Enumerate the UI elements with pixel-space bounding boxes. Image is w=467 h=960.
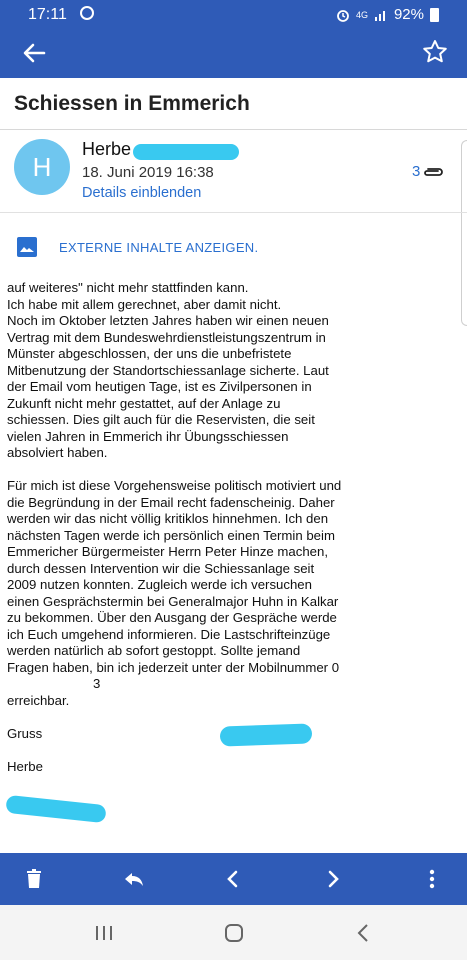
body-text: 3 xyxy=(93,676,101,691)
redaction-mark xyxy=(220,723,313,746)
arrow-left-icon[interactable] xyxy=(20,39,48,67)
greeting: Gruss xyxy=(7,725,43,741)
body-paragraph xyxy=(7,478,342,709)
attachment-count: 3 xyxy=(412,163,421,180)
star-outline-icon[interactable] xyxy=(421,38,449,66)
body-text: Für mich ist diese Vorgehensweise politisch motiviert und die Begründung in der Email recht fadenscheinig. Daher werden wir das nicht völlig kritiklos hinnehmen. Ich den nächsten Tagen werde ich persönlich einen Termin beim Emmericher Bürgermeister Herrn Peter Hinze machen, durch dessen Intervention wir die Schiessanlage seit 2009 nutzen konnten. Zugleich werde ich versuchen einen Gesprächstermin bei Generalmajor Huhn in Kalkar zu bekommen. Über den Ausgang der Gespräche werde ich Euch umgehend informieren. Die Lastschrifteinzüge werden natürlich ab sofort gestoppt. Sollte jemand Fragen haben, bin ich jederzeit unter der Mobilnummer 0 xyxy=(7,478,342,675)
email-toolbar xyxy=(0,853,467,905)
network-type: 4G xyxy=(355,9,368,20)
home-icon[interactable] xyxy=(222,921,246,945)
alarm-icon xyxy=(336,8,350,22)
status-bar xyxy=(0,0,467,30)
more-vertical-icon[interactable] xyxy=(420,867,444,891)
paperclip-icon xyxy=(422,165,444,179)
signal-icon xyxy=(374,8,388,22)
back-nav-icon[interactable] xyxy=(352,921,376,945)
chevron-left-icon[interactable] xyxy=(221,867,245,891)
trash-icon[interactable] xyxy=(22,867,46,891)
divider xyxy=(0,129,467,130)
recent-apps-icon[interactable] xyxy=(92,921,116,945)
avatar[interactable]: H xyxy=(14,139,70,195)
attachment-indicator[interactable] xyxy=(412,163,444,180)
sender-name: Herbe xyxy=(82,139,132,159)
email-body xyxy=(7,280,342,775)
redaction-mark xyxy=(5,795,106,823)
signature: Herbe xyxy=(7,758,43,774)
scroll-indicator xyxy=(461,140,467,326)
chevron-right-icon[interactable] xyxy=(321,867,345,891)
image-icon xyxy=(17,237,37,257)
redaction-mark xyxy=(133,144,239,160)
body-paragraph: auf weiteres" nicht mehr stattfinden kann. Ich habe mit allem gerechnet, aber damit nicht. Noch im Oktober letzten Jahres haben wir einen neuen Vertrag mit dem Bundeswehrdienstleistungszentrum in Münster abgeschlossen, der uns die unbefristete Mitbenutzung der Standortschiessanlage sicherte. Laut der Email vom heutigen Tage, ist es Zivilpersonen in Zukunft nicht mehr gestattet, auf der Anlage zu schiessen. Dies gilt auch für die Reservisten, die seit vielen Jahren in Emmerich ihr Übungsschiessen absolviert haben. xyxy=(7,280,329,460)
status-indicators xyxy=(336,6,439,23)
details-link[interactable]: Details einblenden xyxy=(82,185,202,201)
body-text: erreichbar. xyxy=(7,692,70,708)
whatsapp-icon xyxy=(80,6,94,20)
email-subject: Schiessen in Emmerich xyxy=(14,92,250,115)
battery-icon xyxy=(430,8,439,22)
email-date: 18. Juni 2019 16:38 xyxy=(82,164,214,181)
divider xyxy=(0,212,467,213)
app-bar xyxy=(0,30,467,78)
show-external-content-link[interactable]: EXTERNE INHALTE ANZEIGEN. xyxy=(59,240,259,255)
battery-percent: 92% xyxy=(393,6,424,23)
status-time: 17:11 xyxy=(28,6,67,23)
system-nav-bar xyxy=(0,905,467,960)
reply-icon[interactable] xyxy=(122,867,146,891)
